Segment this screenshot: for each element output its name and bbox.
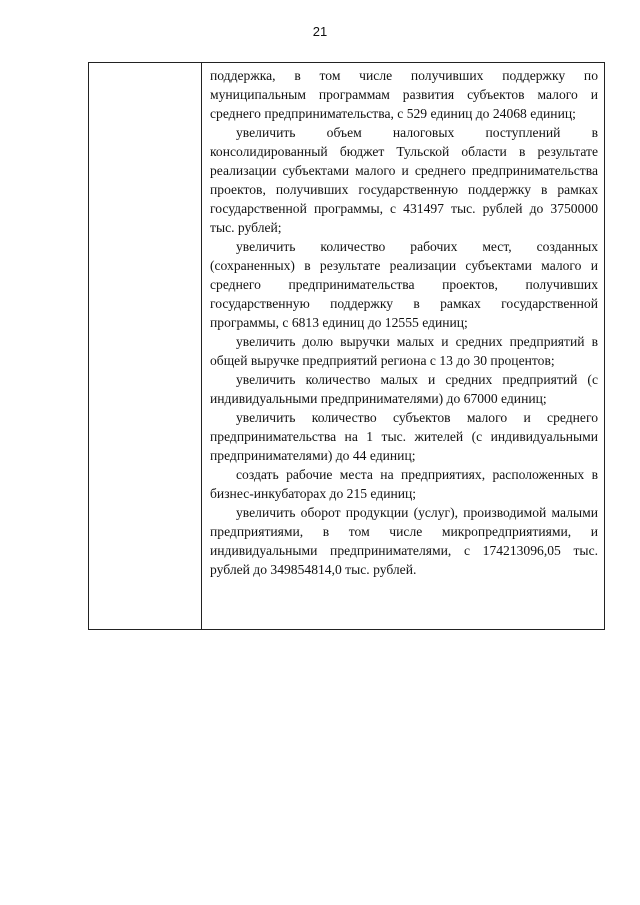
paragraph-enterprise-count: увеличить количество малых и средних предприятий (с индивидуальными предпринимателями) до 67000 единиц; — [210, 372, 598, 406]
page-number: 21 — [312, 24, 328, 39]
paragraph-jobs-created: увеличить количество рабочих мест, созданных (сохраненных) в результате реализации субъектами малого и среднего предпринимательства проектов, получивших государственную поддержку в рамках государственной программы, с 6813 единиц до 12555 единиц; — [210, 239, 598, 330]
paragraph-turnover: увеличить оборот продукции (услуг), производимой малыми предприятиями, в том числе микропредприятиями, и индивидуальными предпринимателями, с 174213096,05 тыс. рублей до 349854814,0 тыс. рублей. — [210, 505, 598, 577]
paragraph-incubator-jobs: создать рабочие места на предприятиях, расположенных в бизнес-инкубаторах до 215 единиц; — [210, 467, 598, 501]
table-left-cell — [89, 63, 202, 629]
document-table — [88, 62, 605, 630]
paragraph-per-thousand: увеличить количество субъектов малого и среднего предпринимательства на 1 тыс. жителей (с индивидуальными предпринимателями) до 44 единиц; — [210, 410, 598, 463]
table-right-cell — [202, 63, 604, 629]
paragraph-tax-revenue: увеличить объем налоговых поступлений в консолидированный бюджет Тульской области в результате реализации субъектами малого и среднего предпринимательства проектов, получивших государственную поддержку в рамках государственной программы, с 431497 тыс. рублей до 3750000 тыс. рублей; — [210, 125, 598, 235]
paragraph-revenue-share: увеличить долю выручки малых и средних предприятий в общей выручке предприятий региона с 13 до 30 процентов; — [210, 334, 598, 368]
paragraph-support-count: поддержка, в том числе получивших поддержку по муниципальным программам развития субъектов малого и среднего предпринимательства, с 529 единиц до 24068 единиц; — [210, 68, 598, 121]
